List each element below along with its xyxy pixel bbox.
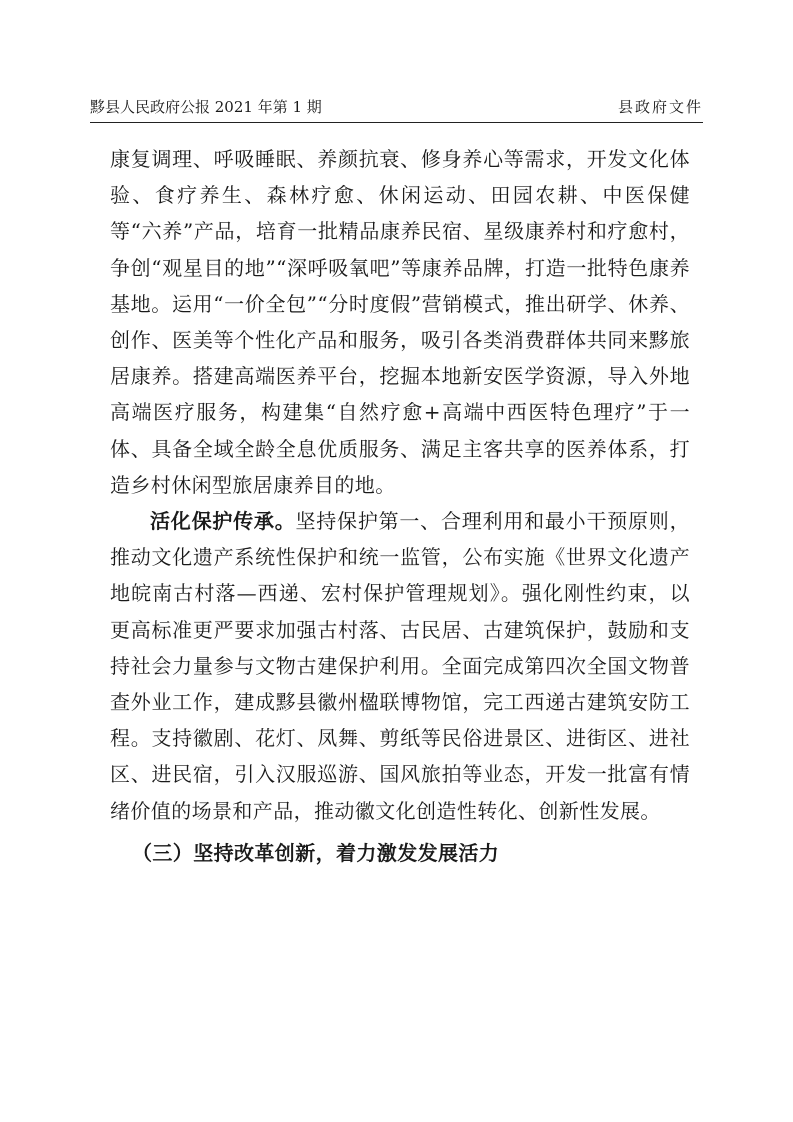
section-heading: （三）坚持改革创新，着力激发发展活力 — [132, 840, 500, 865]
document-body — [110, 141, 690, 871]
bulletin-title: 黟县人民政府公报 2021 年第 1 期 — [90, 98, 322, 116]
document-category: 县政府文件 — [617, 98, 703, 116]
paragraph-text: 康复调理、呼吸睡眠、养颜抗衰、修身养心等需求，开发文化体验、食疗养生、森林疗愈、休闲运动、田园农耕、中医保健等“六养”产品，培育一批精品康养民宿、星级康养村和疗愈村，争创“观星目的地”“深呼吸氧吧”等康养品牌，打造一批特色康养基地。运用“一价全包”“分时度假”营销模式，推出研学、休养、创作、医美等个性化产品和服务，吸引各类消费群体共同来黟旅居康养。搭建高端医养平台，挖掘本地新安医学资源，导入外地高端医疗服务，构建集“自然疗愈+高端中西医特色理疗”于一体、具备全域全龄全息优质服务、满足主客共享的医养体系，打造乡村休闲型旅居康养目的地。 — [110, 147, 690, 497]
page-header — [90, 92, 703, 123]
paragraph-text: 坚持保护第一、合理利用和最小干预原则，推动文化遗产系统性保护和统一监管，公布实施《世界文化遗产地皖南古村落—西递、宏村保护管理规划》。强化刚性约束，以更高标准更严要求加强古村落、古民居、古建筑保护，鼓励和支持社会力量参与文物古建保护利用。全面完成第四次全国文物普查外业工作，建成黟县徽州楹联博物馆，完工西递古建筑安防工程。支持徽剧、花灯、凤舞、剪纸等民俗进景区、进街区、进社区、进民宿，引入汉服巡游、国风旅拍等业态，开发一批富有情绪价值的场景和产品，推动徽文化创造性转化、创新性发展。 — [110, 509, 690, 823]
paragraph-lead: 活化保护传承。 — [150, 509, 296, 534]
paragraph-continued — [110, 141, 690, 503]
paragraph-heritage-protection — [110, 503, 690, 829]
